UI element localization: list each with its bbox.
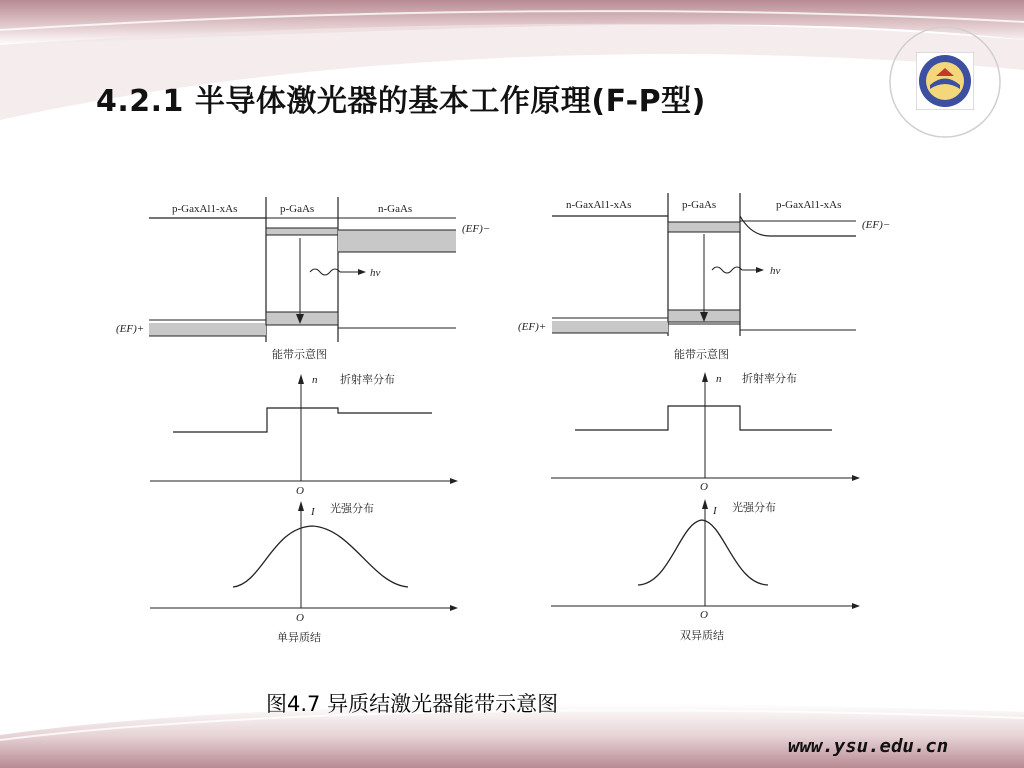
left-region-2-label: p-GaAs xyxy=(280,203,315,215)
right-region-3-label: p-GaxAl1-xAs xyxy=(776,199,842,211)
figure-caption: 图4.7 异质结激光器能带示意图 xyxy=(266,692,559,716)
right-i-axis-label: I xyxy=(713,505,717,517)
left-region-1-label: p-GaxAl1-xAs xyxy=(172,203,238,215)
right-ef-plus-label: (EF)+ xyxy=(518,321,547,333)
right-bottom-caption: 双异质结 xyxy=(680,629,724,642)
right-origin-1: O xyxy=(700,481,708,493)
right-band-diagram xyxy=(518,193,890,361)
left-band-caption: 能带示意图 xyxy=(272,348,327,361)
right-origin-2: O xyxy=(700,609,708,621)
left-region-3-label: n-GaAs xyxy=(378,203,413,215)
right-index-profile xyxy=(551,371,860,493)
left-index-profile xyxy=(150,372,458,497)
left-bottom-caption: 单异质结 xyxy=(277,631,321,644)
right-band-caption: 能带示意图 xyxy=(674,348,729,361)
left-band-diagram xyxy=(116,197,490,361)
left-origin-1: O xyxy=(296,485,304,497)
left-photon-label: hν xyxy=(370,267,381,279)
left-i-axis-label: I xyxy=(311,506,315,518)
right-i-caption: 光强分布 xyxy=(732,501,776,514)
slide-title: 4.2.1 半导体激光器的基本工作原理(F-P型) xyxy=(96,84,706,119)
right-ef-minus-label: (EF)− xyxy=(862,219,891,231)
left-origin-2: O xyxy=(296,612,304,624)
right-n-caption: 折射率分布 xyxy=(742,372,797,385)
left-n-axis-label: n xyxy=(312,374,318,386)
right-region-1-label: n-GaxAl1-xAs xyxy=(566,199,632,211)
left-ef-minus-label: (EF)− xyxy=(462,223,491,235)
right-intensity-profile xyxy=(551,499,860,642)
left-i-caption: 光强分布 xyxy=(330,502,374,515)
left-n-caption: 折射率分布 xyxy=(340,373,395,386)
right-region-2-label: p-GaAs xyxy=(682,199,717,211)
left-ef-plus-label: (EF)+ xyxy=(116,323,145,335)
website-url[interactable]: www.ysu.edu.cn xyxy=(788,735,949,757)
right-photon-label: hν xyxy=(770,265,781,277)
left-intensity-profile xyxy=(150,501,458,644)
right-n-axis-label: n xyxy=(716,373,722,385)
